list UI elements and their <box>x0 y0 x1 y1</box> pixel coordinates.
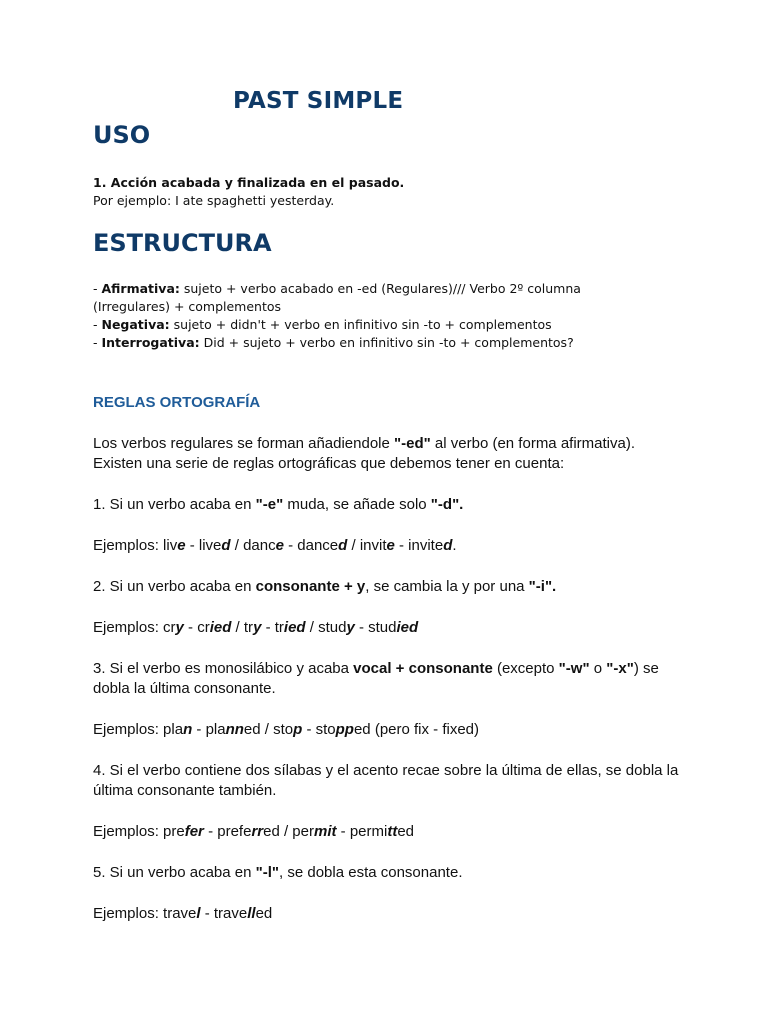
reglas-intro: Los verbos regulares se forman añadiendole "-ed" al verbo (en forma afirmativa). Existen una serie de reglas ortográficas que debemos tener en cuenta: <box>93 435 636 472</box>
estructura-line-interrogativa: - Interrogativa: Did + sujeto + verbo en infinitivo sin -to + complementos? <box>93 335 574 350</box>
reglas-heading: REGLAS ORTOGRAFÍA <box>93 394 261 411</box>
uso-example: Por ejemplo: I ate spaghetti yesterday. <box>93 193 335 208</box>
examples-3: Ejemplos: plan - planned / stop - stopped (pero fix - fixed) <box>93 721 480 738</box>
uso-block <box>93 174 404 210</box>
rule-2: 2. Si un verbo acaba en consonante + y, se cambia la y por una "-i". <box>93 578 557 595</box>
rule-5: 5. Si un verbo acaba en "-l", se dobla esta consonante. <box>93 864 463 881</box>
uso-heading: USO <box>93 121 151 149</box>
examples-1: Ejemplos: live - lived / dance - danced / invite - invited. <box>93 537 457 554</box>
estructura-block <box>93 280 653 352</box>
estructura-line-negativa: - Negativa: sujeto + didn't + verbo en infinitivo sin -to + complementos <box>93 317 552 332</box>
examples-2: Ejemplos: cry - cried / try - tried / study - studied <box>93 619 419 636</box>
examples-5: Ejemplos: travel - travelled <box>93 905 273 922</box>
estructura-line-afirmativa: - Afirmativa: sujeto + verbo acabado en -ed (Regulares)/// Verbo 2º columna (Irregulares) + complementos <box>93 281 581 314</box>
rule-3: 3. Si el verbo es monosilábico y acaba vocal + consonante (excepto "-w" o "-x") se dobla la última consonante. <box>93 660 659 697</box>
rule-4: 4. Si el verbo contiene dos sílabas y el acento recae sobre la última de ellas, se dobla la última consonante también. <box>93 762 679 799</box>
page-title: PAST SIMPLE <box>233 88 404 114</box>
examples-4: Ejemplos: prefer - preferred / permit - permitted <box>93 823 415 840</box>
uso-item: 1. Acción acabada y finalizada en el pasado. <box>93 175 405 190</box>
estructura-heading: ESTRUCTURA <box>93 229 272 257</box>
rule-1: 1. Si un verbo acaba en "-e" muda, se añade solo "-d". <box>93 496 464 513</box>
